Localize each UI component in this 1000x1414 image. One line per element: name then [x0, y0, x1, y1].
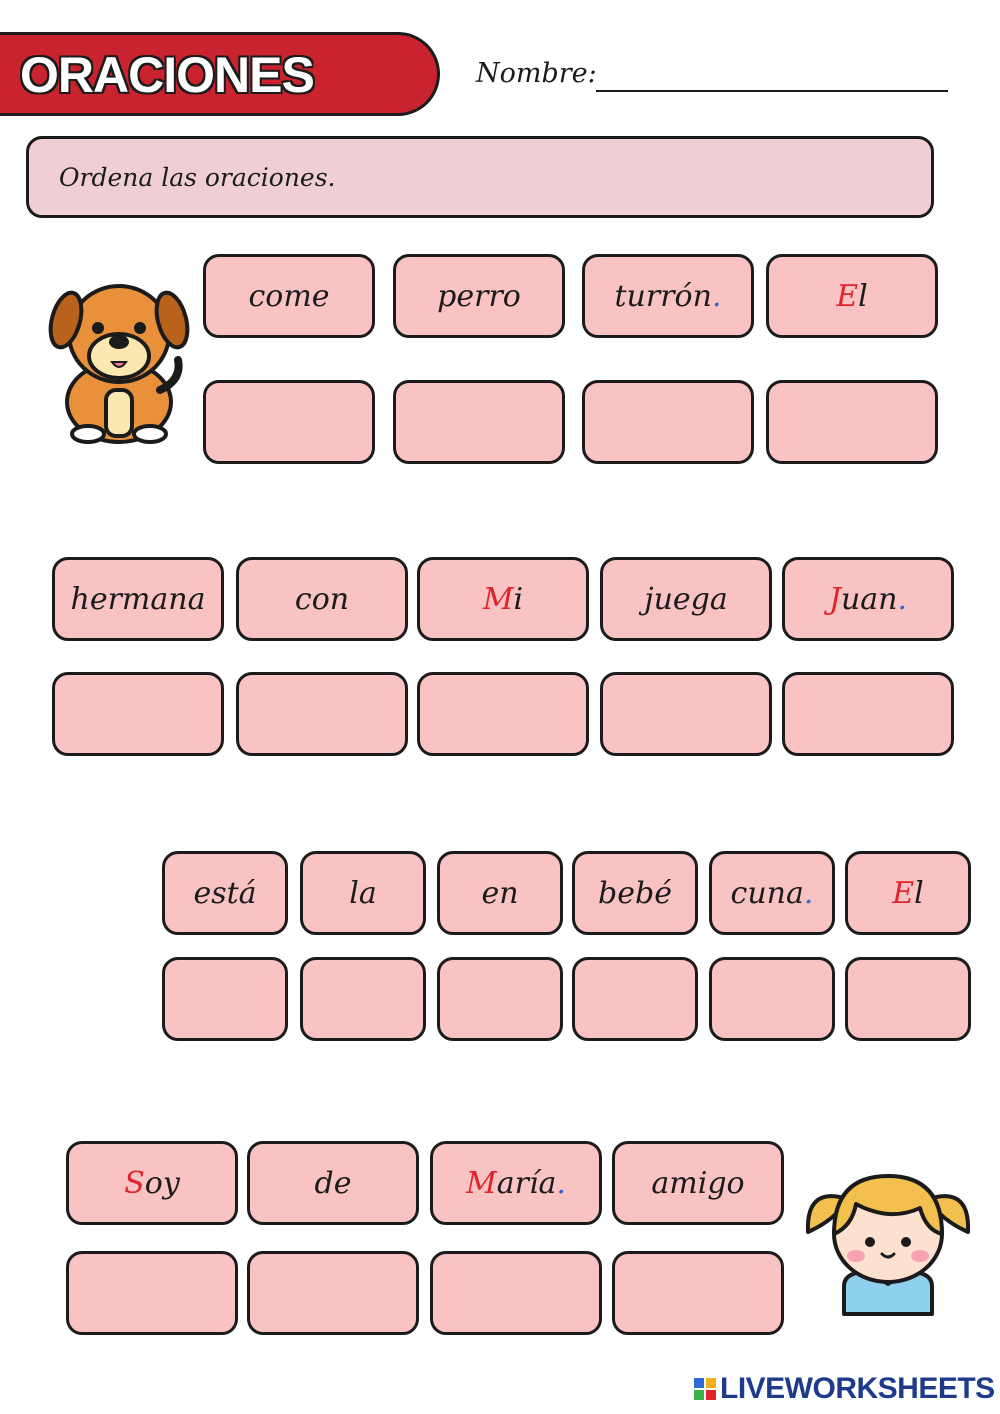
- word-tile[interactable]: [236, 557, 408, 641]
- answer-slot[interactable]: [612, 1251, 784, 1335]
- answer-slot[interactable]: [430, 1251, 602, 1335]
- brand-name: LIVEWORKSHEETS: [720, 1372, 995, 1405]
- answer-slot[interactable]: [437, 957, 563, 1041]
- page-title: ORACIONES: [20, 47, 314, 103]
- word-tile[interactable]: [247, 1141, 419, 1225]
- girl-icon: [804, 1158, 972, 1318]
- word-tile[interactable]: [600, 557, 772, 641]
- capital-letter: E: [892, 875, 915, 911]
- answer-slot[interactable]: [709, 957, 835, 1041]
- capital-letter: E: [836, 278, 859, 314]
- name-field[interactable]: [596, 90, 948, 92]
- word-text: hermana: [70, 581, 206, 617]
- word-text: juega: [644, 581, 728, 617]
- word-tile[interactable]: [430, 1141, 602, 1225]
- word-tile[interactable]: [52, 557, 224, 641]
- answer-slot[interactable]: [766, 380, 938, 464]
- word-text: de: [314, 1165, 352, 1201]
- answer-slot[interactable]: [393, 380, 565, 464]
- word-text: uan: [840, 581, 898, 617]
- word-tile[interactable]: [766, 254, 938, 338]
- answer-slot[interactable]: [66, 1251, 238, 1335]
- word-tile[interactable]: [66, 1141, 238, 1225]
- word-tile[interactable]: [845, 851, 971, 935]
- capital-letter: M: [466, 1165, 497, 1201]
- answer-slot[interactable]: [572, 957, 698, 1041]
- liveworksheets-logo: [694, 1372, 995, 1406]
- logo-mark-icon: [694, 1378, 716, 1400]
- period-mark: .: [711, 278, 722, 314]
- word-tile[interactable]: [300, 851, 426, 935]
- word-text: cuna: [730, 875, 804, 911]
- capital-letter: M: [482, 581, 514, 617]
- word-tile[interactable]: [612, 1141, 784, 1225]
- word-tile[interactable]: [572, 851, 698, 935]
- word-text: en: [481, 875, 519, 911]
- word-text: la: [349, 875, 377, 911]
- word-tile[interactable]: [437, 851, 563, 935]
- word-tile[interactable]: [709, 851, 835, 935]
- word-tile[interactable]: [582, 254, 754, 338]
- word-text: con: [294, 581, 350, 617]
- word-tile[interactable]: [417, 557, 589, 641]
- instruction-box: [26, 136, 934, 218]
- word-tile[interactable]: [782, 557, 954, 641]
- word-text: aría: [496, 1165, 557, 1201]
- word-text: turrón: [614, 278, 712, 314]
- dog-icon: [48, 272, 190, 444]
- answer-slot[interactable]: [247, 1251, 419, 1335]
- answer-slot[interactable]: [582, 380, 754, 464]
- capital-letter: S: [124, 1165, 145, 1201]
- name-label: Nombre:: [476, 58, 597, 89]
- period-mark: .: [556, 1165, 566, 1201]
- answer-slot[interactable]: [52, 672, 224, 756]
- answer-slot[interactable]: [845, 957, 971, 1041]
- word-text: amigo: [651, 1165, 745, 1201]
- period-mark: .: [897, 581, 908, 617]
- answer-slot[interactable]: [162, 957, 288, 1041]
- word-text: l: [858, 278, 868, 314]
- word-text: está: [193, 875, 257, 911]
- word-text: l: [914, 875, 924, 911]
- word-text: i: [513, 581, 524, 617]
- answer-slot[interactable]: [203, 380, 375, 464]
- answer-slot[interactable]: [236, 672, 408, 756]
- answer-slot[interactable]: [417, 672, 589, 756]
- word-text: come: [248, 278, 330, 314]
- word-tile[interactable]: [162, 851, 288, 935]
- instruction-text: Ordena las oraciones.: [59, 163, 336, 192]
- title-banner: [0, 32, 440, 116]
- answer-slot[interactable]: [600, 672, 772, 756]
- word-text: perro: [437, 278, 521, 314]
- word-tile[interactable]: [393, 254, 565, 338]
- capital-letter: J: [828, 581, 841, 617]
- answer-slot[interactable]: [782, 672, 954, 756]
- period-mark: .: [803, 875, 814, 911]
- word-text: oy: [144, 1165, 180, 1201]
- word-text: bebé: [598, 875, 672, 911]
- answer-slot[interactable]: [300, 957, 426, 1041]
- word-tile[interactable]: [203, 254, 375, 338]
